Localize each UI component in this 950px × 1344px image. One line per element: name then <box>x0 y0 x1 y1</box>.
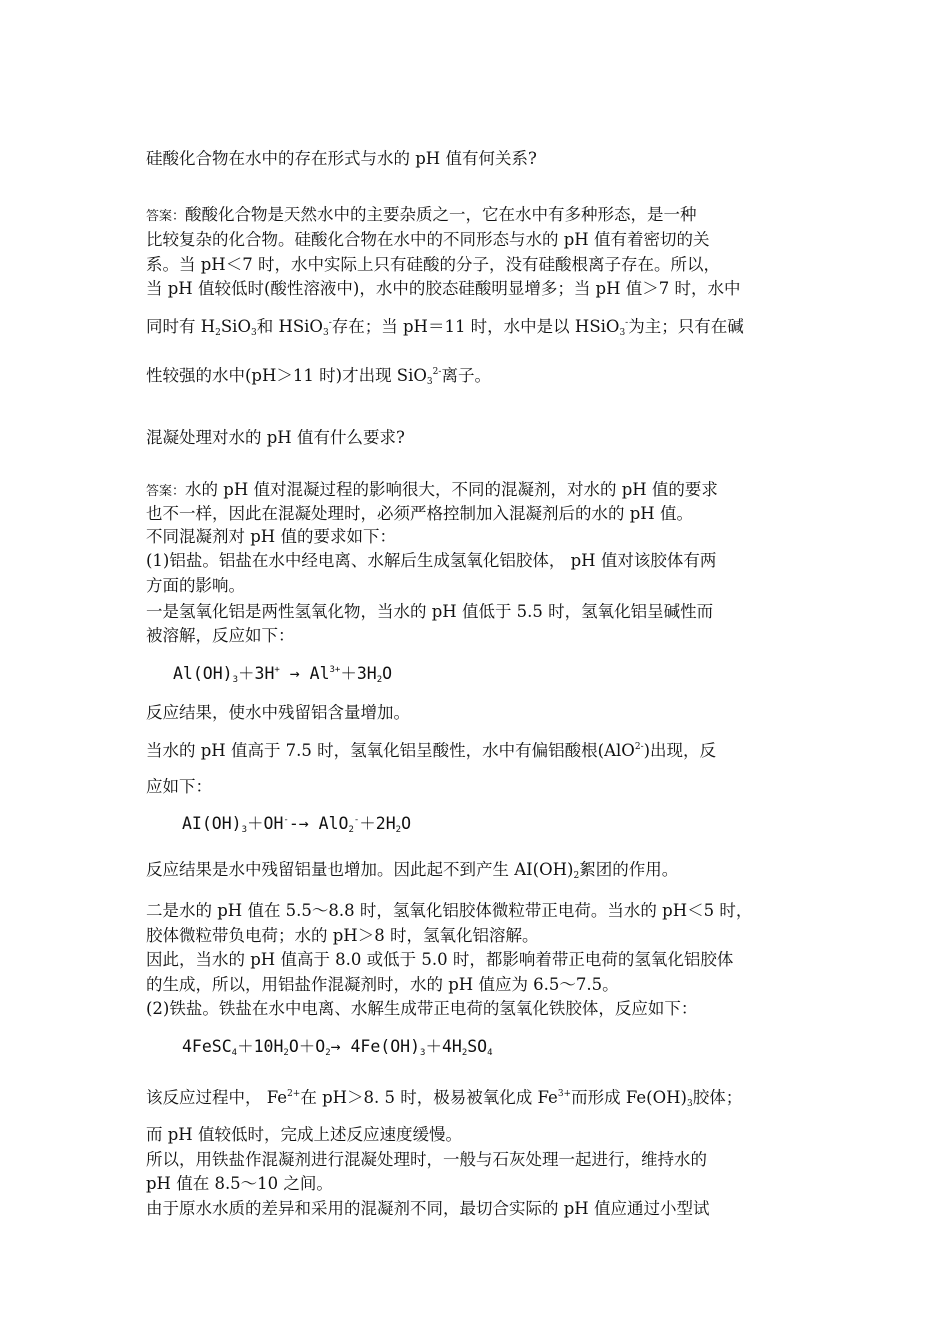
question-1-title: 硅酸化合物在水中的存在形式与水的 pH 值有何关系? <box>146 149 537 168</box>
answer-2-line-13: 胶体微粒带负电荷；水的 pH＞8 时，氢氧化铝溶解。 <box>146 926 539 945</box>
answer-1-line-1: 答案：酸酸化合物是天然水中的主要杂质之一，它在水中有多种形态，是一种 <box>146 205 697 224</box>
answer-2-line-5: 方面的影响。 <box>146 576 245 595</box>
answer-2-line-19: 所以，用铁盐作混凝剂进行混凝处理时，一般与石灰处理一起进行，维持水的 <box>146 1150 707 1169</box>
answer-2-line-20: pH 值在 8.5～10 之间。 <box>146 1174 333 1193</box>
answer-2-line-3: 不同混凝剂对 pH 值的要求如下： <box>146 527 396 546</box>
answer-1-line-4: 当 pH 值较低时(酸性溶液中)，水中的胶态硅酸明显增多；当 pH 值＞7 时，水中 <box>146 279 741 298</box>
answer-2-line-17: 该反应过程中， $Fe^{2+}$在 pH＞8. 5 时，极易被氧化成 $Fe^{3+}$而形成 $Fe(OH)_3$胶体； <box>146 1088 743 1109</box>
answer-2-line-11: 反应结果是水中残留铝量也增加。因此起不到产生 $AI(OH)_2$絮团的作用。 <box>146 860 679 881</box>
answer-2-line-16: (2)铁盐。铁盐在水中电离、水解生成带正电荷的氢氧化铁胶体，反应如下： <box>146 999 698 1018</box>
equation-2: $AI(OH)_3+OH^--\to AlO_2^-+2H_2O$ <box>182 814 412 835</box>
answer-2-line-8: 反应结果，使水中残留铝含量增加。 <box>146 703 410 722</box>
answer-2-line-12: 二是水的 pH 值在 5.5～8.8 时，氢氧化铝胶体微粒带正电荷。当水的 pH＜5 时， <box>146 901 753 920</box>
answer-1-line-3: 系。当 pH＜7 时，水中实际上只有硅酸的分子，没有硅酸根离子存在。所以， <box>146 255 720 274</box>
answer-1-line-6: 性较强的水中(pH＞11 时)才出现 SiO$_3^{2-}$离子。 <box>146 366 491 387</box>
answer-2-line-2: 也不一样，因此在混凝处理时，必须严格控制加入混凝剂后的水的 pH 值。 <box>146 504 693 523</box>
equation-3: $4FeSC_4+10H_2O+O_2\to 4Fe(OH)_3+4H_2SO_4$ <box>182 1037 493 1058</box>
question-2-title: 混凝处理对水的 pH 值有什么要求? <box>146 428 405 447</box>
answer-label: 答案： <box>146 484 186 499</box>
answer-2-line-4: (1)铝盐。铝盐在水中经电离、水解后生成氢氧化铝胶体， pH 值对该胶体有两 <box>146 551 717 570</box>
answer-2-line-18: 而 pH 值较低时，完成上述反应速度缓慢。 <box>146 1125 462 1144</box>
answer-2-line-6: 一是氢氧化铝是两性氢氧化物，当水的 pH 值低于 5.5 时，氢氧化铝呈碱性而 <box>146 602 714 621</box>
answer-1-line-2: 比较复杂的化合物。硅酸化合物在水中的不同形态与水的 pH 值有着密切的关 <box>146 230 710 249</box>
answer-1-line-5: 同时有 $H_2SiO_3$和 HSiO$_3$-存在；当 pH＝11 时，水中是以 HSiO$_3$-为主；只有在碱 <box>146 317 744 338</box>
answer-2-line-1: 答案：水的 pH 值对混凝过程的影响很大，不同的混凝剂，对水的 pH 值的要求 <box>146 480 718 499</box>
answer-2-line-14: 因此，当水的 pH 值高于 8.0 或低于 5.0 时，都影响着带正电荷的氢氧化铝胶体 <box>146 950 734 969</box>
answer-2-line-10: 应如下： <box>146 777 212 796</box>
answer-2-line-7: 被溶解，反应如下： <box>146 626 295 645</box>
equation-1: $Al(OH)_3+3H^+ \to Al^{3+}+3H_2O$ <box>173 664 393 685</box>
answer-2-line-15: 的生成，所以，用铝盐作混凝剂时，水的 pH 值应为 6.5～7.5。 <box>146 975 619 994</box>
answer-2-line-9: 当水的 pH 值高于 7.5 时，氢氧化铝呈酸性，水中有偏铝酸根(AlO$^{2-}$)出现，反 <box>146 741 717 760</box>
answer-2-line-21: 由于原水水质的差异和采用的混凝剂不同，最切合实际的 pH 值应通过小型试 <box>146 1199 710 1218</box>
answer-label: 答案： <box>146 209 186 224</box>
